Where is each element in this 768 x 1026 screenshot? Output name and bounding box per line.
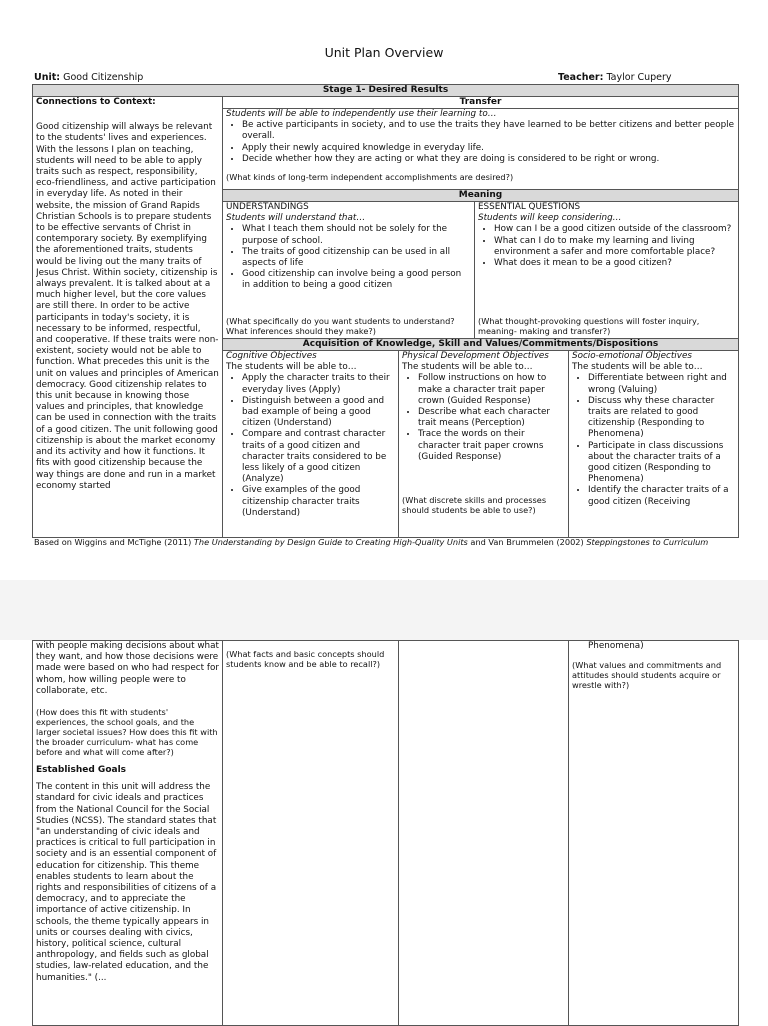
unit-plan-table xyxy=(32,84,739,538)
teacher-label: Teacher: xyxy=(558,72,604,83)
socio-prompt: (What values and commitments and attitudes should students acquire or wrestle with?) xyxy=(572,660,722,691)
physical-intro: The students will be able to… xyxy=(402,362,533,373)
essential-item: • How can I be a good citizen outside of the classroom? xyxy=(494,224,735,235)
understandings-item: • What I teach them should not be solely for the purpose of school. xyxy=(242,224,471,246)
understandings-intro: Students will understand that… xyxy=(226,213,366,224)
stage1-band: Stage 1- Desired Results xyxy=(33,85,739,97)
transfer-prompt: (What kinds of long-term independent accomplishments are desired?) xyxy=(226,172,514,183)
understandings-list xyxy=(226,224,471,291)
footer-prefix: Based on Wiggins and McTighe (2011) xyxy=(34,537,194,547)
cognitive-intro: The students will be able to… xyxy=(226,362,357,373)
cognitive-item: • Distinguish between a good and bad example of being a good citizen (Understand) xyxy=(242,396,395,430)
socio-item: • Discuss why these character traits are related to good citizenship (Responding to Phenomena) xyxy=(588,396,735,441)
physical-prompt: (What discrete skills and processes should students be able to use?) xyxy=(402,495,547,515)
socio-intro: The students will be able to… xyxy=(572,362,703,373)
transfer-list xyxy=(226,120,735,165)
connections-continued: with people making decisions about what they want, and how those decisions were made were based on who had respect for whom, how willing people were to collaborate, etc. xyxy=(36,641,219,696)
understandings-prompt: (What specifically do you want students to understand? What inferences should they make?) xyxy=(226,316,455,336)
footer-book1: The Understanding by Design Guide to Creating High-Quality Units xyxy=(193,537,468,547)
connections-heading: Connections to Context: xyxy=(36,97,156,107)
footer-book2: Steppingstones to Curriculum xyxy=(586,537,709,547)
teacher-value: Taylor Cupery xyxy=(606,72,672,83)
cognitive-heading: Cognitive Objectives xyxy=(226,351,317,361)
cognitive-item: • Compare and contrast character traits of a good citizen and character traits considered to be less likely of a good citizen (Analyze) xyxy=(242,429,395,485)
essential-questions-cell xyxy=(475,202,739,339)
socio-continued-cell xyxy=(569,641,739,1026)
essential-prompt: (What thought-provoking questions will foster inquiry, meaning- making and transfer?) xyxy=(478,316,700,336)
essential-item: • What can I do to make my learning and living environment a safer and more comfortable place? xyxy=(494,236,735,258)
cognitive-continued-cell xyxy=(223,641,399,1026)
understandings-item: • Good citizenship can involve being a good person in addition to being a good citizen xyxy=(242,269,471,291)
socio-item: • Differentiate between right and wrong (Valuing) xyxy=(588,373,735,395)
established-goals-body: The content in this unit will address the standard for civic ideals and practices from the National Council for the Social Studies (NCSS). The standard states that "an understanding of civic ideals and practices is critical to full participation in society and is an essential component of education for citizenship. This theme enables students to learn about the rights and responsibilities of citizens of a democracy, and to appreciate the importance of active citizenship. In schools, the theme typically appears in units or courses dealing with civics, history, political science, cultural anthropology, and fields such as global studies, law-related education, and the humanities." (... xyxy=(36,782,217,983)
connections-cell xyxy=(33,97,223,538)
cognitive-item: • Give examples of the good citizenship character traits (Understand) xyxy=(242,485,395,519)
understandings-heading: UNDERSTANDINGS xyxy=(226,202,309,212)
socio-item: • Participate in class discussions about the character traits of a good citizen (Responding to Phenomena) xyxy=(588,441,735,486)
meaning-band: Meaning xyxy=(223,190,739,202)
socio-list xyxy=(572,373,735,507)
transfer-item: • Decide whether how they are acting or what they are doing is considered to be right or wrong. xyxy=(242,154,735,165)
physical-list xyxy=(402,373,565,463)
established-goals-heading: Established Goals xyxy=(36,765,127,776)
physical-item: • Trace the words on their character trait paper crowns (Guided Response) xyxy=(418,429,565,463)
cognitive-item: • Apply the character traits to their everyday lives (Apply) xyxy=(242,373,395,395)
page-footer xyxy=(34,537,734,547)
connections-body: Good citizenship will always be relevant to the students' lives and experiences. With the lessons I plan on teaching, students will need to be able to apply traits such as respect, responsibility, eco-friendliness, and active participation in everyday life. As noted in their website, the mission of Grand Rapids Christian Schools is to prepare students to be effective servants of Christ in contemporary society. By exemplifying the aforementioned traits, students would be living out the many traits of Jesus Christ. Within society, citizenship is always prevalent. It is talked about at a much higher level, but the core values are still there. In order to be active participants in today's society, it is necessary to be informed, respectful, and cooperative. If these traits were non-existent, society would not be able to function. What precedes this unit is the unit on values and principles of American democracy. Good citizenship relates to this unit because in knowing those values and principles, that knowledge can be used in connection with the traits of a good citizen. The unit following good citizenship is about the market economy and its activity and how it functions. It fits with good citizenship because the way things are done and run in a market economy started xyxy=(36,122,219,491)
cognitive-objectives-cell xyxy=(223,351,399,538)
essential-item: • What does it mean to be a good citizen? xyxy=(494,258,735,269)
essential-intro: Students will keep considering… xyxy=(478,213,622,224)
unit-line xyxy=(34,72,143,83)
transfer-band: Transfer xyxy=(223,97,739,109)
physical-heading: Physical Development Objectives xyxy=(402,351,549,361)
physical-item: • Describe what each character trait means (Perception) xyxy=(418,407,565,429)
unit-label: Unit: xyxy=(34,72,61,83)
essential-heading: ESSENTIAL QUESTIONS xyxy=(478,202,581,212)
socio-heading: Socio-emotional Objectives xyxy=(572,351,692,361)
page-title: Unit Plan Overview xyxy=(324,45,444,60)
transfer-cell xyxy=(223,109,739,190)
connections-prompt: (How does this fit with students' experiences, the school goals, and the larger societal issues? How does this fit with the broader curriculum- what has come before and what will come after?) xyxy=(36,707,218,758)
page-2-sheet xyxy=(0,640,768,1024)
transfer-intro: Students will be able to independently use their learning to… xyxy=(226,109,497,119)
connections-continued-cell xyxy=(33,641,223,1026)
socio-continued: Phenomena) xyxy=(588,641,644,651)
physical-continued-cell xyxy=(399,641,569,1026)
transfer-item: • Be active participants in society, and to use the traits they have learned to be better citizens and better people overall. xyxy=(242,120,735,142)
socio-emotional-objectives-cell xyxy=(569,351,739,538)
unit-value: Good Citizenship xyxy=(63,72,144,83)
socio-item: • Identify the character traits of a good citizen (Receiving xyxy=(588,485,735,507)
essential-list xyxy=(478,224,735,269)
understandings-item: • The traits of good citizenship can be used in all aspects of life xyxy=(242,247,471,269)
cognitive-prompt: (What facts and basic concepts should students know and be able to recall?) xyxy=(226,649,385,669)
teacher-line xyxy=(558,72,672,83)
physical-objectives-cell xyxy=(399,351,569,538)
acquisition-band: Acquisition of Knowledge, Skill and Values/Commitments/Dispositions xyxy=(223,339,739,351)
continuation-table xyxy=(32,640,739,1026)
document-page-2 xyxy=(0,580,768,1024)
cognitive-list xyxy=(226,373,395,519)
physical-item: • Follow instructions on how to make a character trait paper crown (Guided Response) xyxy=(418,373,565,407)
footer-middle: and Van Brummelen (2002) xyxy=(467,537,587,547)
understandings-cell xyxy=(223,202,475,339)
transfer-item: • Apply their newly acquired knowledge in everyday life. xyxy=(242,143,735,154)
